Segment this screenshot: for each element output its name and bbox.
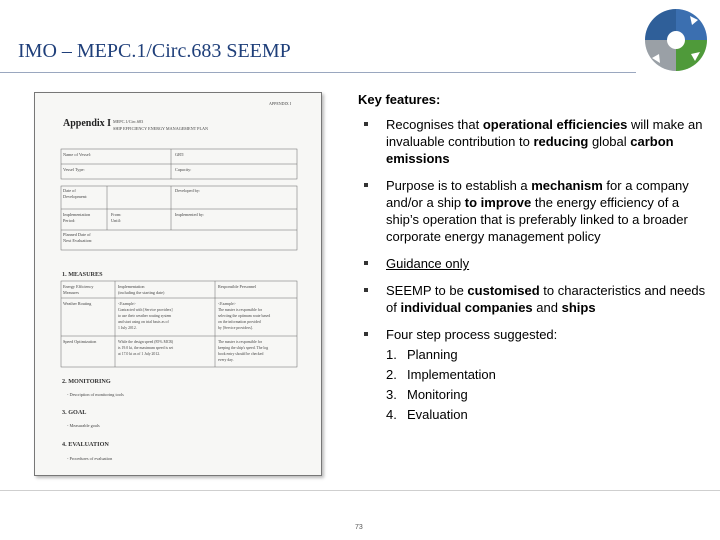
doc-field-capacity: Capacity: xyxy=(175,167,192,172)
doc-row2-impl-line: is 19.0 kt, the maximum speed is set xyxy=(118,346,174,350)
doc-row1-resp-line: The master is responsible for xyxy=(218,308,263,312)
doc-measures-col2b: (including the starting date) xyxy=(118,290,165,295)
bullet-square-icon xyxy=(364,288,368,292)
bullet-square-icon xyxy=(364,183,368,187)
doc-goal-desc: - Measurable goals xyxy=(67,423,100,428)
doc-row1-label: Weather Routing xyxy=(63,301,92,306)
key-feature-run: Four step process suggested: xyxy=(386,327,558,342)
doc-field-vessel: Name of Vessel: xyxy=(63,152,92,157)
doc-field-from: From: xyxy=(111,212,122,217)
doc-row2-resp-line: book entry should be checked xyxy=(218,352,264,356)
step-label: Evaluation xyxy=(407,407,468,422)
process-step xyxy=(386,405,707,425)
bullet-square-icon xyxy=(364,122,368,126)
doc-measures-col1b: Measures xyxy=(63,290,80,295)
bullet-square-icon xyxy=(364,261,368,265)
process-step xyxy=(386,365,707,385)
doc-row2-impl xyxy=(118,340,174,356)
title-divider xyxy=(0,72,636,73)
key-feature-run: reducing xyxy=(533,134,589,149)
doc-row1-impl-line: 1 July 2012. xyxy=(118,326,137,330)
key-feature-text xyxy=(386,326,707,343)
doc-field-implemented: Implemented by: xyxy=(175,212,205,217)
key-feature-run: the energy efficiency of a ship’s operation that is preferably linked to a broader corporate energy management policy xyxy=(386,195,688,244)
key-feature-run: SEEMP to be xyxy=(386,283,468,298)
key-feature-run: carbon emissions xyxy=(386,134,674,166)
doc-row2-impl-line: While the design speed (85% MCR) xyxy=(118,340,174,344)
key-feature-text xyxy=(386,116,707,167)
doc-ref: MEPC.1/Circ.683 xyxy=(113,119,144,124)
seemp-document-image xyxy=(34,92,322,476)
process-step xyxy=(386,345,707,365)
doc-row2-resp-line: every day. xyxy=(218,358,234,362)
doc-row1-impl xyxy=(118,302,173,330)
footer-divider xyxy=(0,490,720,491)
doc-field-grt: GRT: xyxy=(175,152,185,157)
key-feature-item xyxy=(362,326,707,425)
doc-field-planned-2: Next Evaluation: xyxy=(63,238,93,243)
process-step xyxy=(386,385,707,405)
doc-measures-heading: 1. MEASURES xyxy=(62,271,103,278)
key-feature-item xyxy=(362,255,707,272)
key-feature-run: to characteristics and needs of xyxy=(386,283,706,315)
doc-field-until: Until: xyxy=(111,218,122,223)
key-feature-item xyxy=(362,116,707,167)
slide-title: IMO – MEPC.1/Circ.683 SEEMP xyxy=(18,40,291,62)
doc-monitoring-desc: - Description of monitoring tools xyxy=(67,392,124,397)
doc-row2-label: Speed Optimization xyxy=(63,339,97,344)
doc-row1-resp xyxy=(218,302,270,330)
key-feature-item xyxy=(362,177,707,245)
cycle-logo-icon xyxy=(640,6,712,74)
doc-field-date-2: Development: xyxy=(63,194,88,199)
doc-row2-resp-line: The master is responsible for xyxy=(218,340,263,344)
key-feature-run: ships xyxy=(561,300,596,315)
step-number: 1. xyxy=(386,347,397,362)
doc-field-date-1: Date of xyxy=(63,188,76,193)
doc-header-table xyxy=(61,149,297,250)
doc-field-planned-1: Planned Date of xyxy=(63,232,91,237)
key-feature-text xyxy=(386,282,707,316)
step-label: Monitoring xyxy=(407,387,468,402)
key-feature-run: Guidance only xyxy=(386,256,470,271)
doc-row1-impl-line: Contracted with [Service providers] xyxy=(118,308,173,312)
doc-field-type: Vessel Type: xyxy=(63,167,85,172)
doc-row1-impl-line: to use their weather routing system xyxy=(118,314,172,318)
key-feature-run: for a company and/or a ship xyxy=(386,178,689,210)
key-feature-item xyxy=(362,282,707,316)
doc-evaluation-heading: 4. EVALUATION xyxy=(62,441,109,448)
key-feature-run: to improve xyxy=(464,195,532,210)
doc-measures-col3: Responsible Personnel xyxy=(218,284,257,289)
doc-monitoring-heading: 2. MONITORING xyxy=(62,378,111,385)
doc-row2-impl-line: at 17.0 kt as of 1 July 2012. xyxy=(118,352,161,356)
doc-row1-resp-line: by [Service providers]. xyxy=(218,326,253,330)
step-number: 2. xyxy=(386,367,397,382)
doc-row1-resp-line: on the information provided xyxy=(218,320,261,324)
doc-measures-col1a: Energy Efficiency xyxy=(63,284,94,289)
key-feature-run: operational efficiencies xyxy=(482,117,628,132)
doc-row1-resp-line: selecting the optimum route based xyxy=(218,314,271,318)
doc-goal-heading: 3. GOAL xyxy=(62,409,87,416)
doc-measures-col2a: Implementation xyxy=(118,284,145,289)
key-feature-run: and xyxy=(532,300,562,315)
doc-row1-resp-line: <Example> xyxy=(218,302,236,306)
key-features-heading: Key features: xyxy=(358,92,441,107)
doc-field-impl-2: Period: xyxy=(63,218,76,223)
key-feature-run: will make an invaluable contribution to xyxy=(386,117,703,149)
doc-evaluation-desc: - Procedures of evaluation xyxy=(67,456,113,461)
process-steps xyxy=(386,345,707,425)
key-features-list xyxy=(362,116,707,435)
page-number: 73 xyxy=(355,524,363,531)
key-feature-run: Recognises that xyxy=(386,117,483,132)
key-feature-run: customised xyxy=(467,283,540,298)
key-feature-text xyxy=(386,177,707,245)
doc-row2-resp-line: keeping the ship's speed. The log xyxy=(218,346,269,350)
doc-header-right: APPENDIX I xyxy=(269,101,292,106)
key-feature-run: global xyxy=(588,134,631,149)
key-feature-text xyxy=(386,255,707,272)
doc-row1-impl-line: and start using on trial basis as of xyxy=(118,320,169,324)
doc-row1-impl-line: <Example> xyxy=(118,302,136,306)
key-feature-run: mechanism xyxy=(531,178,603,193)
step-number: 3. xyxy=(386,387,397,402)
doc-field-impl-1: Implementation xyxy=(63,212,91,217)
key-feature-run: individual companies xyxy=(400,300,533,315)
doc-field-developed: Developed by: xyxy=(175,188,201,193)
doc-row2-resp xyxy=(218,340,268,362)
doc-plan-title: SHIP EFFICIENCY ENERGY MANAGEMENT PLAN xyxy=(113,126,209,131)
step-number: 4. xyxy=(386,407,397,422)
step-label: Planning xyxy=(407,347,458,362)
doc-appendix-title: Appendix I xyxy=(63,118,112,129)
step-label: Implementation xyxy=(407,367,496,382)
key-feature-run: Purpose is to establish a xyxy=(386,178,532,193)
bullet-square-icon xyxy=(364,332,368,336)
